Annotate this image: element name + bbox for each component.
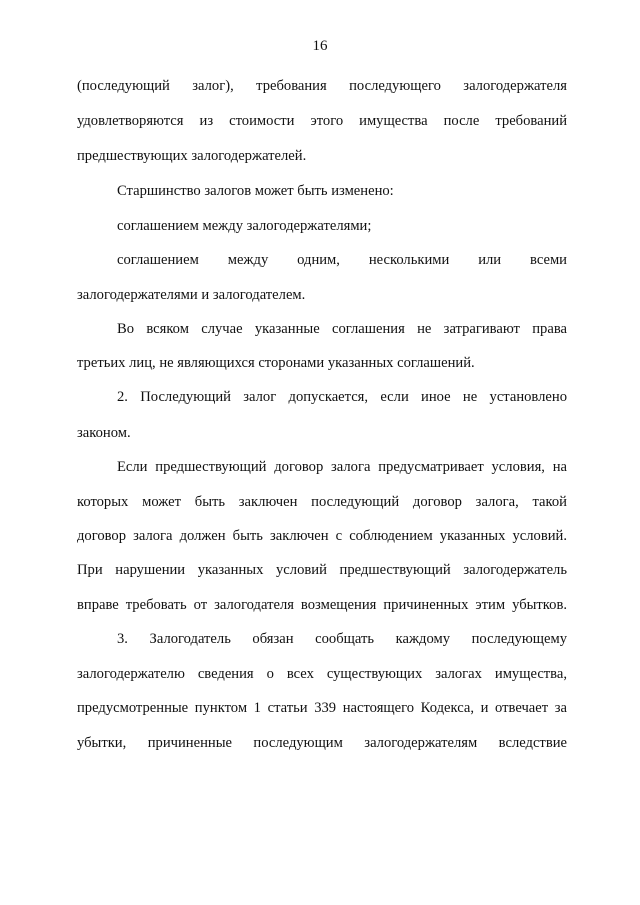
text-line: залогодержателями и залогодателем.	[77, 287, 306, 303]
text-line: предусмотренные пунктом 1 статьи 339 настоящего Кодекса, и отвечает за	[77, 700, 567, 716]
page-number: 16	[312, 38, 328, 54]
text-line: договор залога должен быть заключен с соблюдением указанных условий.	[77, 528, 567, 544]
text-line: залогодержателю сведения о всех существующих залогах имущества,	[77, 666, 567, 682]
text-line: (последующий залог), требования последующего залогодержателя	[77, 78, 567, 94]
text-line: убытки, причиненные последующим залогодержателям вследствие	[77, 735, 567, 751]
text-line: соглашением между одним, несколькими или всеми	[117, 252, 567, 268]
text-line: 2. Последующий залог допускается, если иное не установлено	[117, 389, 567, 405]
text-line: Если предшествующий договор залога предусматривает условия, на	[117, 459, 567, 475]
text-line: соглашением между залогодержателями;	[117, 218, 372, 234]
text-line: вправе требовать от залогодателя возмещения причиненных этим убытков.	[77, 597, 567, 613]
text-line: удовлетворяются из стоимости этого имущества после требований	[77, 113, 567, 129]
text-line: При нарушении указанных условий предшествующий залогодержатель	[77, 562, 567, 578]
text-line: 3. Залогодатель обязан сообщать каждому последующему	[117, 631, 567, 647]
text-line: третьих лиц, не являющихся сторонами указанных соглашений.	[77, 355, 475, 371]
text-line: законом.	[77, 425, 131, 441]
text-line: предшествующих залогодержателей.	[77, 148, 307, 164]
text-line: Старшинство залогов может быть изменено:	[117, 183, 394, 199]
text-line: которых может быть заключен последующий договор залога, такой	[77, 494, 567, 510]
text-line: Во всяком случае указанные соглашения не затрагивают права	[117, 321, 567, 337]
